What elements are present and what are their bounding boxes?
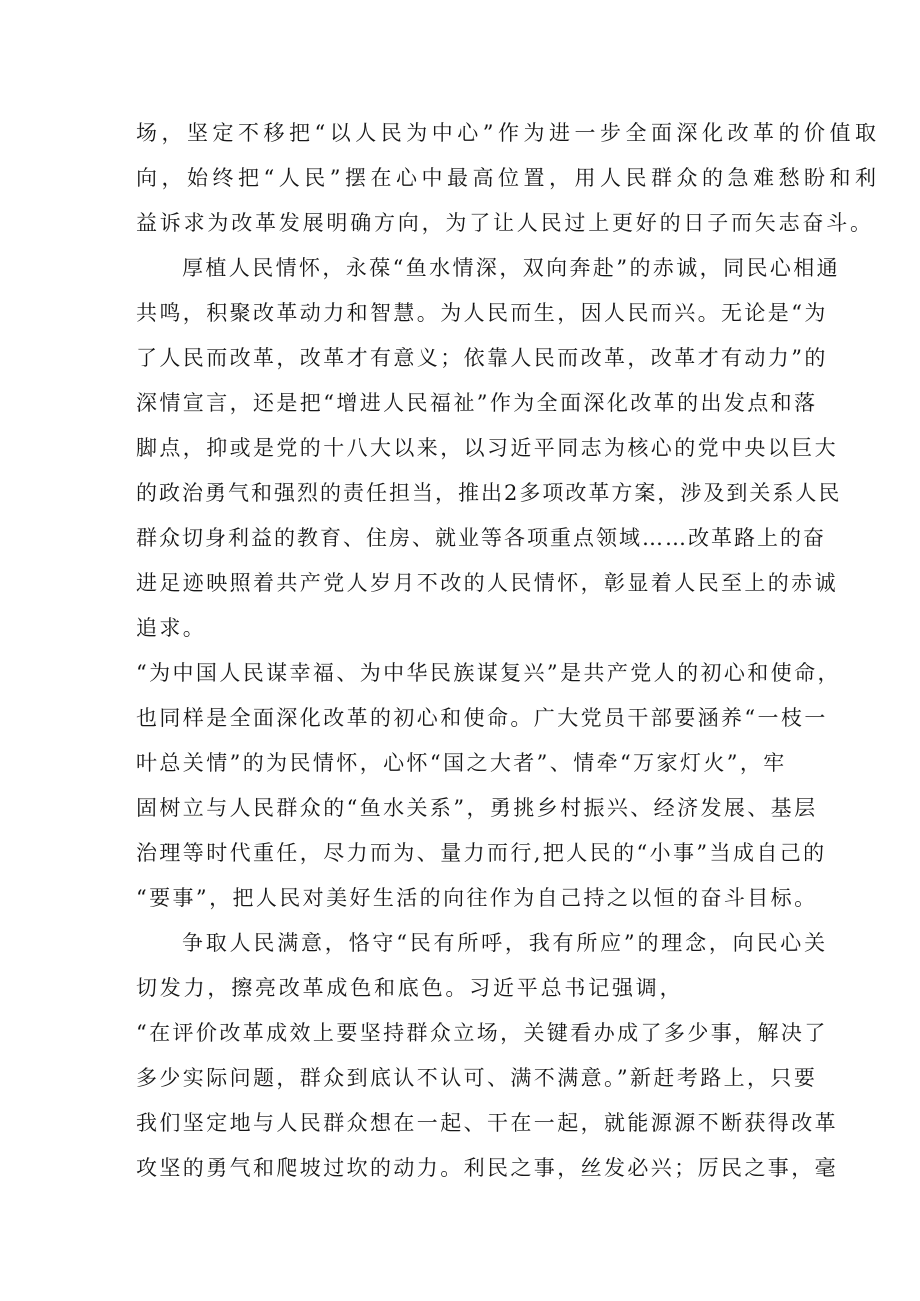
text-line: “在评价改革成效上要坚持群众立场，关键看办成了多少事，解决了 <box>136 1021 828 1045</box>
text-line: 共鸣，积聚改革动力和智慧。为人民而生，因人民而兴。无论是“为 <box>136 301 828 325</box>
text-line: 多少实际问题，群众到底认不认可、满不满意。”新赶考路上，只要 <box>136 1066 818 1090</box>
text-line: 我们坚定地与人民群众想在一起、干在一起，就能源源不断获得改革 <box>136 1111 838 1135</box>
text-line: 争取人民满意，恪守“民有所呼，我有所应”的理念，向民心关 <box>182 931 828 955</box>
text-line: “要事”，把人民对美好生活的向往作为自己持之以恒的奋斗目标。 <box>136 886 818 910</box>
text-line: 益诉求为改革发展明确方向，为了让人民过上更好的日子而矢志奋斗。 <box>136 211 874 235</box>
text-line: 攻坚的勇气和爬坡过坎的动力。利民之事，丝发必兴；厉民之事，毫 <box>136 1156 838 1180</box>
text-line: 也同样是全面深化改革的初心和使命。广大党员干部要涵养“一枝一 <box>136 706 828 730</box>
text-line: 脚点，抑或是党的十八大以来，以习近平同志为核心的党中央以巨大 <box>136 436 838 460</box>
text-line: 深情宣言，还是把“增进人民福祉”作为全面深化改革的出发点和落 <box>136 391 818 415</box>
text-line: 厚植人民情怀，永葆“鱼水情深，双向奔赴”的赤诚，同民心相通 <box>182 256 841 280</box>
text-line: 了人民而改革，改革才有意义；依靠人民而改革，改革才有动力”的 <box>136 346 828 370</box>
text-line: 的政治勇气和强烈的责任担当，推出2多项改革方案，涉及到关系人民 <box>136 481 842 505</box>
text-line: 切发力，擦亮改革成色和底色。习近平总书记强调， <box>136 976 684 1000</box>
text-line: 治理等时代重任，尽力而为、量力而行,把人民的“小事”当成自己的 <box>136 841 827 865</box>
text-line: 追求。 <box>136 616 207 640</box>
text-line: 向，始终把“人民”摆在心中最高位置，用人民群众的急难愁盼和利 <box>136 166 881 190</box>
text-line: 叶总关情”的为民情怀，心怀“国之大者”、情牵“万家灯火”，牢 <box>136 751 787 775</box>
text-line: 进足迹映照着共产党人岁月不改的人民情怀，彰显着人民至上的赤诚 <box>136 571 838 595</box>
text-line: 场，坚定不移把“以人民为中心”作为进一步全面深化改革的价值取 <box>136 121 881 145</box>
text-line: “为中国人民谋幸福、为中华民族谋复兴”是共产党人的初心和使命， <box>136 661 841 685</box>
text-line: 群众切身利益的教育、住房、就业等各项重点领域……改革路上的奋 <box>136 526 826 550</box>
text-line: 固树立与人民群众的“鱼水关系”，勇挑乡村振兴、经济发展、基层 <box>136 796 818 820</box>
